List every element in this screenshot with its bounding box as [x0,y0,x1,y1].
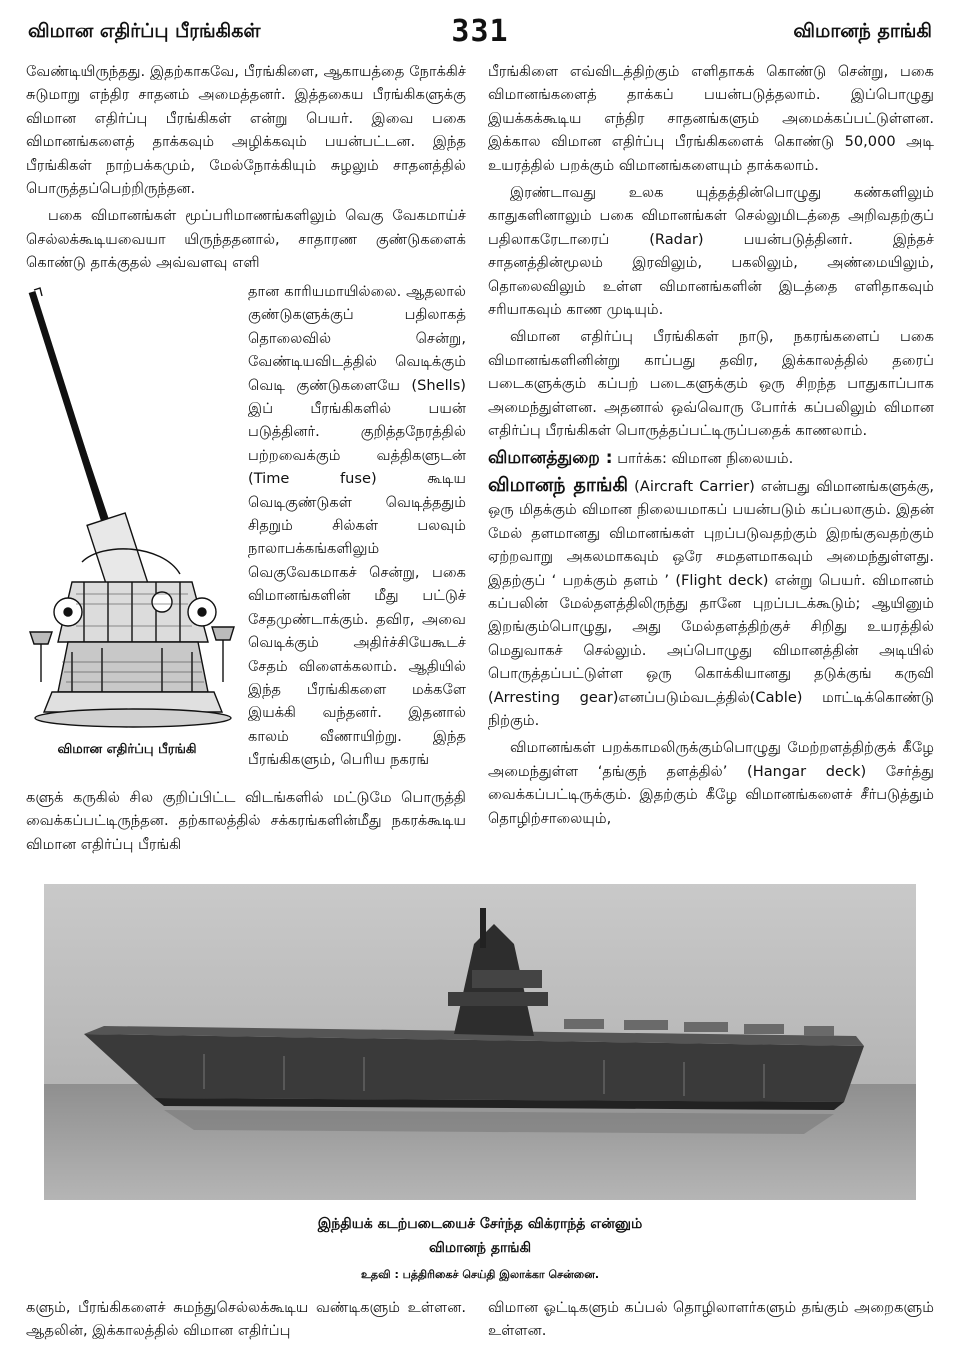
paragraph: வேண்டியிருந்தது. இதற்காகவே, பீரங்கிளை, ஆகாயத்தை நோக்கிச் சுடுமாறு எந்திர சாதனம் அமைத்தனர். இத்தகைய பீரங்கிகளுக்கு விமான எதிர்ப்பு பீரங்கிகள் என்று பெயர். இவை பகை விமானங்களைத் தாக்கவும் அழிக்கவும் பயன்பட்டன. இந்த பீரங்கிகள் நாற்பக்கமும், மேல்நோக்கியும் சுழலும் சாதனத்தில் பொருத்தப்பெற்றிருந்தன. [26,63,466,198]
photo-caption-line-2: விமானந் தாங்கி [428,1240,532,1256]
footer-right-text: விமான ஓட்டிகளும் கப்பல் தொழிலாளர்களும் தங்கும் அறைகளும் உள்ளன. [488,1299,934,1339]
paragraph: (Aircraft Carrier) என்பது விமானங்களுக்கு, ஒரு மிதக்கும் விமான நிலையமாகப் பயன்படும் கப்பலாகும். இதன் மேல் தளமானது விமானங்கள் புறப்படுவதற்கும் இறங்குவதற்கும் ஏற்றவாறு அகலமாகவும் ஒரே சமதளமாகவும் அமைந்துள்ளது. இதற்குப் ‘ பறக்கும் தளம் ’ (Flight deck) என்று பெயர். விமானம் கப்பலின் மேல்தளத்திலிருந்து தானே புறப்படக்கூடும்; ஆயினும் இறங்கும்பொழுது, அது மேல்தளத்திற்குச் சிறிது உயரத்தில் மெதுவாகச் செல்லும். அப்பொழுது விமானத்தின் அடியில் பொருத்தப்பட்டுள்ள ஒரு கொக்கியானது தடுக்குங் கருவி (Arresting gear)எனப்படும்வடத்தில்(Cable) மாட்டிக்கொண்டு நிற்கும். [488,477,935,729]
left-column-wrap-text [248,280,466,776]
footer-left-text: களும், பீரங்கிகளைச் சுமந்துசெல்லக்கூடிய வண்டிகளும் உள்ளன. ஆதலின், இக்காலத்தில் விமான எதிர்ப்பு [26,1299,466,1339]
anti-aircraft-gun-illustration [12,282,242,730]
paragraph: பகை விமானங்கள் மூப்பரிமாணங்களிலும் வெகு வேகமாய்ச் செல்லக்கூடியவையா யிருந்ததனால், சாதாரண குண்டுகளைக் கொண்டு தாக்குதல் அவ்வளவு எளி [26,207,466,272]
paragraph: இரண்டாவது உலக யுத்தத்தின்பொழுது கண்களிலும் காதுகளினாலும் பகை விமானங்கள் செல்லுமிடத்தை அறிவதற்குப் பதிலாகரேடாரைப் (Radar) பயன்படுத்தினர். இந்தச் சாதனத்தின்மூலம் இரவிலும், பகலிலும், அண்மையிலும், தொலைவிலும் உள்ள விமானங்களின் இடத்தை எளிதாகவும் சரியாகவும் காண முடியும். [488,184,934,319]
paragraph: விமானங்கள் பறக்காமலிருக்கும்பொழுது மேற்றளத்திற்குக் கீழே அமைந்துள்ள ‘தங்குந் தளத்தில்’ (Hangar deck) சேர்த்து வைக்கப்பட்டிருக்கும். இதற்கும் கீழே விமானங்களைச் சீர்படுத்தும் தொழிற்சாலையும், [488,739,934,827]
paragraph: தான காரியமாயில்லை. ஆதலால் குண்டுகளுக்குப் பதிலாகத் தொலைவில் சென்று, வேண்டியவிடத்தில் வெடிக்கும் வெடி குண்டுகளையே (Shells) இப் பீரங்கிகளில் பயன் படுத்தினர். குறித்தநேரத்தில் பற்றவைக்கும் வத்திகளுடன் (Time fuse) கூடிய வெடிகுண்டுகள் வெடித்ததும் சிதறும் சில்கள் பலவும் நாலாபக்கங்களிலும் வெகுவேகமாகச் சென்று, பகை விமானங்களின் மீது பட்டுச் சேதமுண்டாக்கும். தவிர, அவை வெடிக்கும் அதிர்ச்சியேகூடச் சேதம் விளைக்கலாம். ஆதியில் இந்த பீரங்கிகளை மக்களே இயக்கி வந்தனர். இதனால் காலம் வீணாயிற்று. இந்த பீரங்கிகளும், பெரிய நகரங் [248,283,466,769]
header-left-title: விமான எதிர்ப்பு பீரங்கிகள் [28,20,261,42]
entry-heading: விமானந் தாங்கி [488,473,629,496]
page-number: 331 [451,14,509,49]
paragraph: விமான எதிர்ப்பு பீரங்கிகள் நாடு, நகரங்களைப் பகை விமானங்களினின்று காப்பது தவிர, இக்காலத்தில் தரைப் படைகளுக்கும் கப்பற் படைகளுக்கும் ஒரு சிறந்த பாதுகாப்பாக அமைந்துள்ளன. அதனால் ஒவ்வொரு போர்க் கப்பலிலும் விமான எதிர்ப்பு பீரங்கிகள் பொருத்தப்பட்டிருப்பதைக் காணலாம். [488,328,934,440]
photo-caption-line-1: இந்தியக் கடற்படையைச் சேர்ந்த விக்ராந்த் என்னும் [317,1216,643,1232]
entry-intro [488,474,934,732]
paragraph: களுக் கருகில் சில குறிப்பிட்ட விடங்களில் மட்டுமே பொருத்தி வைக்கப்பட்டிருந்தன. தற்காலத்தில் சக்கரங்களின்மீது நகரக்கூடிய விமான எதிர்ப்பு பீரங்கி [26,789,466,853]
cross-reference-text: பார்க்க: விமான நிலையம். [617,449,794,467]
cross-reference-heading: விமானத்துறை : [488,447,613,468]
running-header [28,14,932,54]
photo-credit: உதவி : பத்திரிகைச் செய்தி இலாக்கா சென்னை. [360,1268,600,1281]
cross-reference [488,447,934,470]
right-column [488,60,934,834]
figure-caption: விமான எதிர்ப்பு பீரங்கி [57,742,197,757]
left-column-bottom [26,786,466,860]
left-column-top [26,60,466,279]
header-right-title: விமானந் தாங்கி [793,20,932,42]
paragraph: பீரங்கிளை எவ்விடத்திற்கும் எளிதாகக் கொண்டு சென்று, பகை விமானங்களைத் தாக்கப் பயன்படுத்தலாம். இப்பொழுது இயக்கக்கூடிய எந்திர சாதனங்களும் அமைக்கப்பட்டுள்ளன. இக்கால விமான எதிர்ப்பு பீரங்கிகளைக் கொண்டு 50,000 அடி உயரத்தில் பறக்கும் விமானங்களையும் தாக்கலாம். [488,63,934,174]
aircraft-carrier-photo [44,884,916,1200]
